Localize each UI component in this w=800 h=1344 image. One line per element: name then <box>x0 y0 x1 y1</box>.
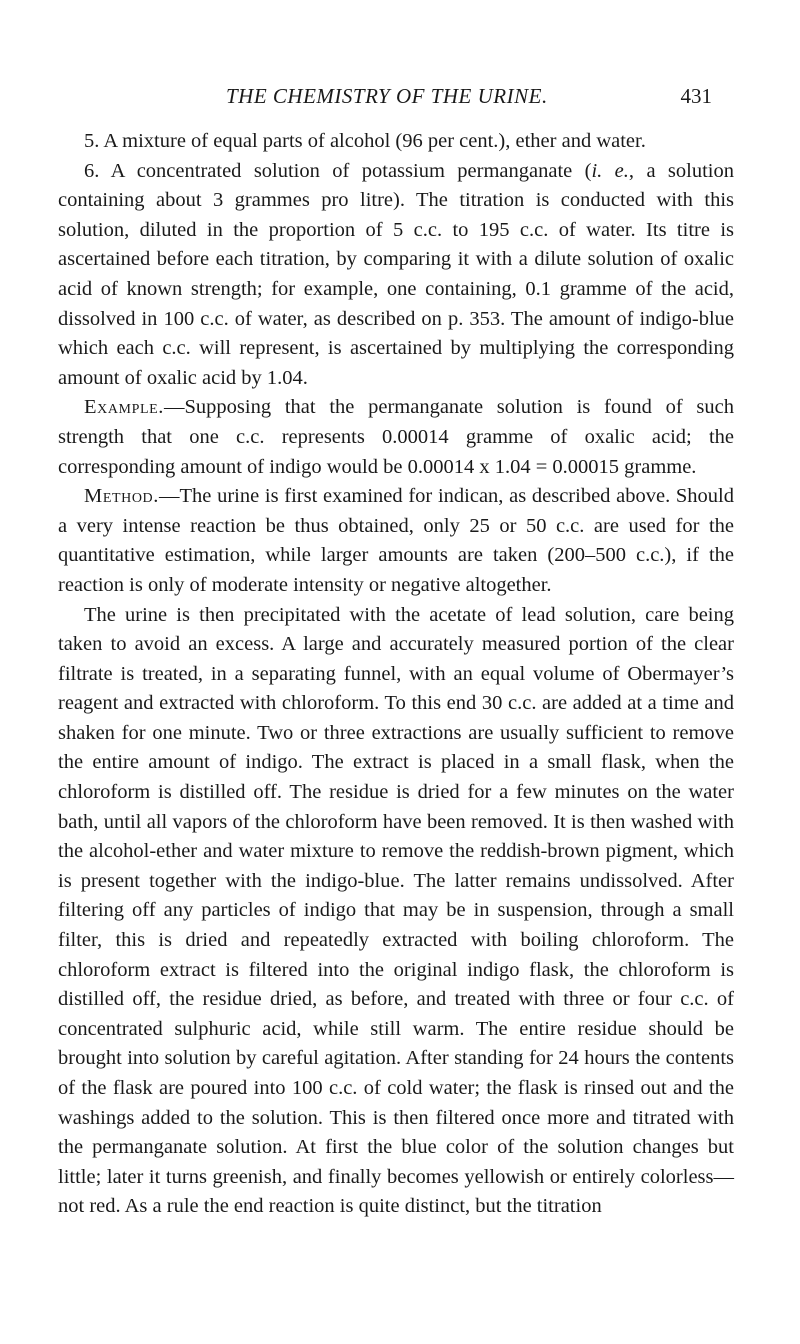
running-head: THE CHEMISTRY OF THE URINE. <box>226 84 548 108</box>
body-text <box>58 127 734 1222</box>
paragraph-method <box>58 482 734 600</box>
paragraph-reagent-5: 5. A mixture of equal parts of alcohol (96 per cent.), ether and water. <box>84 130 646 152</box>
paragraph-example <box>58 393 734 482</box>
page-header <box>0 84 800 114</box>
ie-abbreviation: i. e. <box>591 159 629 182</box>
paragraph-procedure: The urine is then precipitated with the acetate of lead solution, care being taken to avoid an excess. A large and accurately measured portion of the clear filtrate is treated, in a separating funnel, with an equal volume of Obermayer’s reagent and extracted with chloroform. To this end 30 c.c. are added at a time and shaken for one minute. Two or three extractions are usually sufficient to remove the entire amount of indigo. The extract is placed in a small flask, when the chloroform is distilled off. The residue is dried for a few minutes on the water bath, until all vapors of the chloroform have been removed. It is then washed with the alcohol-ether and water mixture to remove the reddish-brown pigment, which is present together with the indigo-blue. The latter remains undissolved. After filtering off any particles of indigo that may be in suspension, through a small filter, this is dried and repeatedly extracted with boiling chloroform. The chloroform extract is filtered into the original indigo flask, the chloroform is distilled off, the residue dried, as before, and treated with three or four c.c. of concentrated sulphuric acid, while still warm. The entire residue should be brought into solution by careful agitation. After standing for 24 hours the contents of the flask are poured into 100 c.c. of cold water; the flask is rinsed out and the washings added to the solution. This is then filtered once more and titrated with the permanganate solution. At first the blue color of the solution changes but little; later it turns greenish, and finally becomes yellowish or entirely colorless—not red. As a rule the end reaction is quite distinct, but the titration <box>58 603 734 1218</box>
method-text: —The urine is first examined for indican, as described above. Should a very intense reaction be thus obtained, only 25 or 50 c.c. are used for the quantitative estimation, while larger amounts are taken (200–500 c.c.), if the reaction is only of moderate intensity or negative altogether. <box>58 485 734 596</box>
method-label: Method. <box>84 485 159 508</box>
paragraph-reagent-6-rest: , a solution containing about 3 grammes pro litre). The titration is conducted with this solution, diluted in the proportion of 5 c.c. to 195 c.c. of water. Its titre is ascertained before each titration, by comparing it with a dilute solution of oxalic acid of known strength; for example, one containing, 0.1 gramme of the acid, dissolved in 100 c.c. of water, as described on p. 353. The amount of indigo-blue which each c.c. will represent, is ascertained by multiplying the corresponding amount of oxalic acid by 1.04. <box>58 159 735 389</box>
example-label: Example. <box>84 396 165 419</box>
paragraph-reagent-6-start: 6. A concentrated solution of potassium permanganate ( <box>84 159 592 182</box>
example-text: —Supposing that the permanganate solution is found of such strength that one c.c. represents 0.00014 gramme of oxalic acid; the corresponding amount of indigo would be 0.00014 x 1.04 = 0.00015 gramme. <box>58 396 734 478</box>
paragraph-reagent-6 <box>58 157 734 394</box>
page-number: 431 <box>680 84 712 108</box>
